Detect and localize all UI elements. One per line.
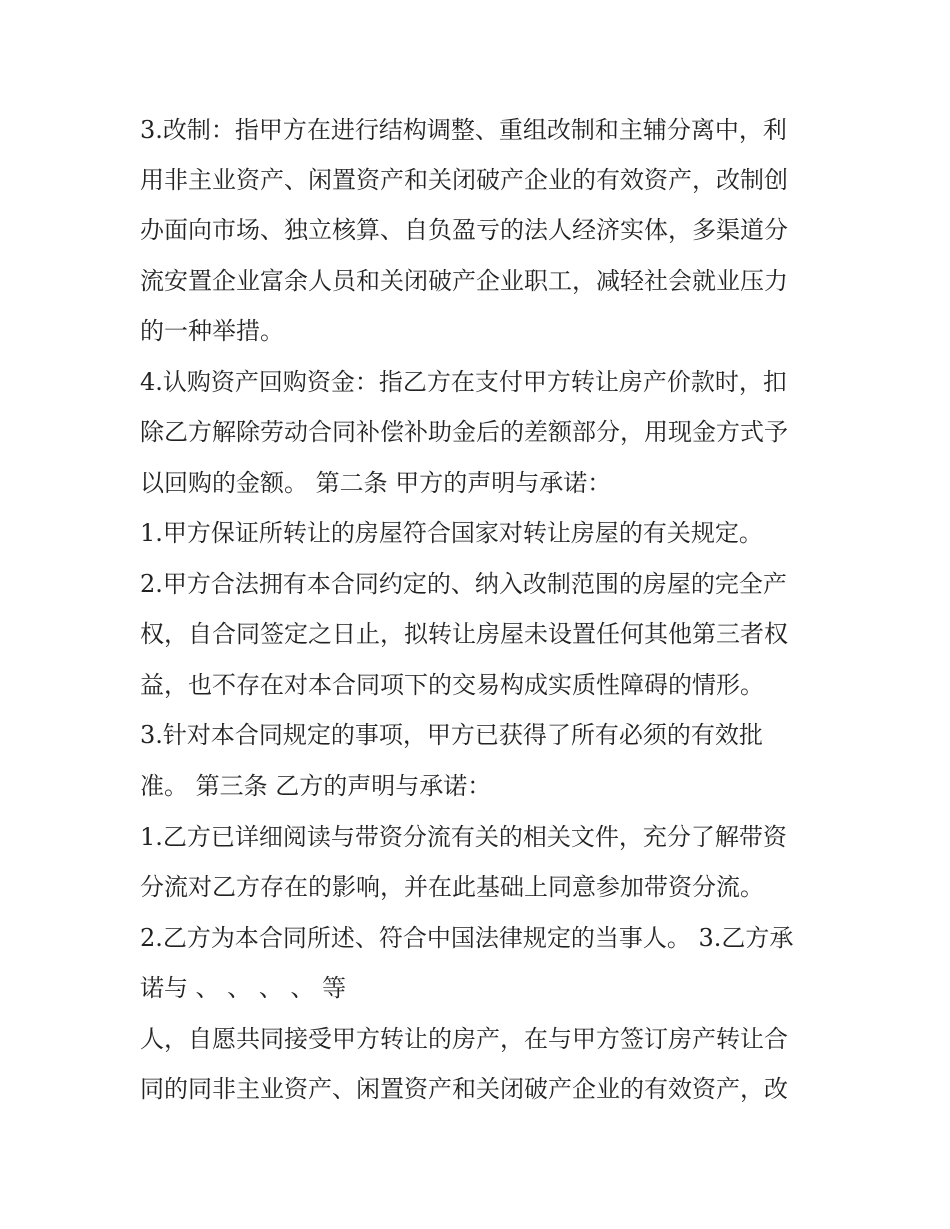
text-line: 2.甲方合法拥有本合同约定的、纳入改制范围的房屋的完全产: [140, 570, 787, 598]
text-line: 3.针对本合同规定的事项，甲方已获得了所有必须的有效批: [140, 721, 763, 749]
text-line: 4.认购资产回购资金：指乙方在支付甲方转让房产价款时，扣: [140, 368, 787, 396]
text-line: 除乙方解除劳动合同补偿补助金后的差额部分，用现金方式予: [140, 418, 788, 446]
text-line: 分流对乙方存在的影响，并在此基础上同意参加带资分流。: [140, 873, 764, 901]
text-line: 权，自合同签定之日止，拟转让房屋未设置任何其他第三者权: [140, 620, 788, 648]
text-line: 益，也不存在对本合同项下的交易构成实质性障碍的情形。: [140, 671, 764, 699]
text-line: 准。 第三条 乙方的声明与承诺：: [140, 772, 492, 800]
text-line: 办面向市场、独立核算、自负盈亏的法人经济实体，多渠道分: [140, 216, 788, 244]
text-line: 的一种举措。: [140, 317, 284, 345]
text-line: 2.乙方为本合同所述、符合中国法律规定的当事人。 3.乙方承: [140, 924, 794, 952]
text-line: 人，自愿共同接受甲方转让的房产，在与甲方签订房产转让合: [140, 1025, 788, 1053]
text-line: 流安置企业富余人员和关闭破产企业职工，减轻社会就业压力: [140, 267, 788, 295]
text-line: 1.乙方已详细阅读与带资分流有关的相关文件，充分了解带资: [140, 823, 787, 851]
text-line: 以回购的金额。 第二条 甲方的声明与承诺：: [140, 469, 612, 497]
text-line: 同的同非主业资产、闲置资产和关闭破产企业的有效资产，改: [140, 1075, 788, 1103]
text-line: 诺与 、 、 、 、 等: [140, 974, 347, 1002]
text-line: 3.改制：指甲方在进行结构调整、重组改制和主辅分离中，利: [140, 116, 787, 144]
text-line: 1.甲方保证所转让的房屋符合国家对转让房屋的有关规定。: [140, 519, 763, 547]
text-line: 用非主业资产、闲置资产和关闭破产企业的有效资产，改制创: [140, 166, 788, 194]
